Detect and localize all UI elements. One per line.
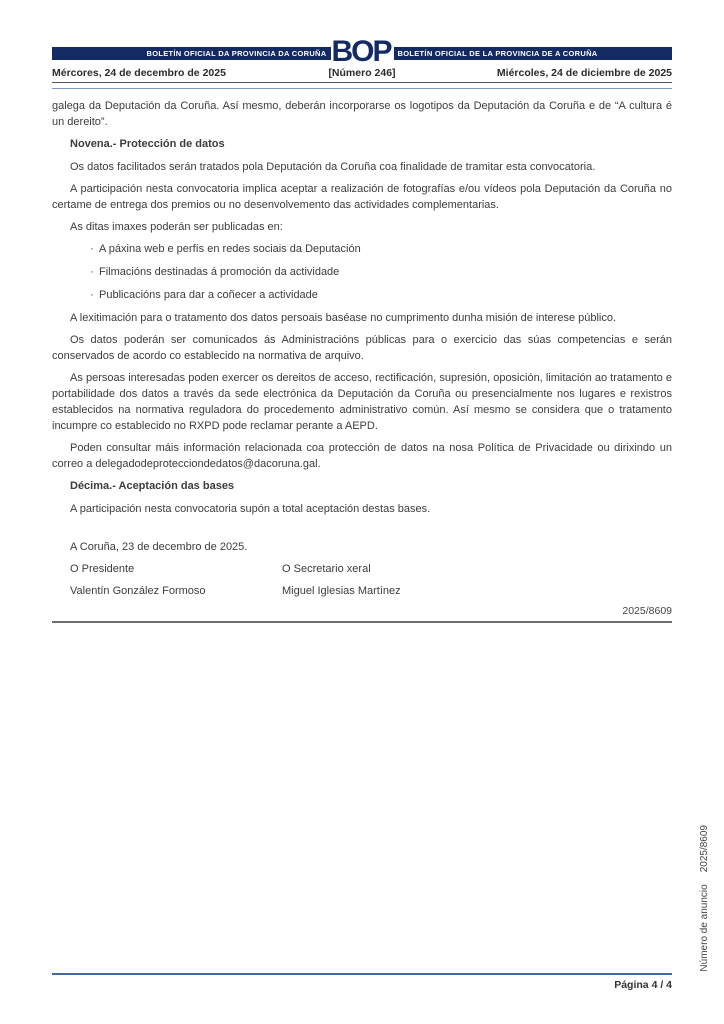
bullet-list: [52, 241, 672, 303]
paragraph-aceptacion: A participación nesta convocatoria supón a total aceptación destas bases.: [70, 503, 431, 515]
side-note-announcement-number: [699, 825, 710, 972]
signature-block: [52, 539, 672, 599]
bullet-icon: ·: [90, 266, 94, 278]
list-item: [52, 264, 672, 280]
side-note-label: Número de anuncio: [699, 884, 710, 972]
masthead-title-spanish: BOLETÍN OFICIAL DE LA PROVINCIA DE A CORUÑA: [397, 48, 598, 58]
list-item: [52, 287, 672, 303]
paragraph-imaxes-intro: As ditas imaxes poderán ser publicadas en:: [70, 221, 283, 233]
paragraph-participacion-implica: A participación nesta convocatoria implica aceptar a realización de fotografías e/ou vídeos pola Deputación da Coruña no certame de entrega dos premios ou no desenvolvemento das actividades complementarias.: [52, 183, 672, 211]
date-spanish: Miércoles, 24 de diciembre de 2025: [496, 67, 672, 79]
list-item: [52, 241, 672, 257]
bullet-icon: ·: [90, 289, 94, 301]
issue-number: [Número 246]: [328, 67, 396, 79]
paragraph-comunicados: Os datos poderán ser comunicados ás Administracións públicas para o exercicio das súas competencias e serán conservados de acordo co establecido na normativa de arquivo.: [52, 334, 672, 362]
header-rule: [52, 88, 672, 89]
signature-title-secretary: O Secretario xeral: [282, 563, 371, 575]
signature-name-secretary: Miguel Iglesias Martínez: [282, 585, 401, 597]
bop-logo: BOP: [331, 35, 391, 68]
masthead-title-galician: BOLETÍN OFICIAL DA PROVINCIA DA CORUÑA: [146, 48, 327, 58]
announcement-number: 2025/8609: [622, 605, 672, 617]
paragraph-lexitimacion: A lexitimación para o tratamento dos datos persoais baséase no cumprimento dunha misión de interese público.: [70, 312, 617, 324]
paragraph-dereitos: As persoas interesadas poden exercer os dereitos de acceso, rectificación, supresión, oposición, limitación ao tratamento e portabilidade dos datos a través da sede electrónica da Deputación da Coruña ou presencialmente nos lugares e rexistros establecidos na normativa reguladora do procedemento administrativo común. Así mesmo se considera que o tratamento incumpre co establecido no RXPD pode reclamar perante a AEPD.: [52, 372, 672, 432]
heading-novena: Novena.- Protección de datos: [70, 138, 225, 150]
masthead-bar-right: [394, 47, 673, 60]
signature-title-president: O Presidente: [70, 563, 135, 575]
bullet-icon: ·: [90, 243, 94, 255]
list-item-text: Filmacións destinadas á promoción da actividade: [99, 266, 340, 278]
side-note-number: 2025/8609: [699, 825, 710, 873]
list-item-text: A páxina web e perfís en redes sociais da Deputación: [99, 243, 361, 255]
document-body: [52, 98, 672, 623]
masthead: [52, 35, 672, 68]
heading-decima: Décima.- Aceptación das bases: [70, 480, 235, 492]
date-galician: Mércores, 24 de decembro de 2025: [52, 67, 226, 79]
page-indicator: Página 4 / 4: [614, 979, 672, 991]
place-date: A Coruña, 23 de decembro de 2025.: [70, 541, 248, 553]
paragraph-continuation: galega da Deputación da Coruña. Así mesmo, deberán incorporarse os logotipos da Deputación da Coruña e de “A cultura é un dereito”.: [52, 100, 672, 128]
signature-name-president: Valentín González Formoso: [70, 585, 206, 597]
end-of-announcement-rule: [52, 621, 672, 623]
list-item-text: Publicacións para dar a coñecer a actividade: [99, 289, 318, 301]
header: [52, 35, 672, 89]
paragraph-mais-informacion: Poden consultar máis información relacionada coa protección de datos na nosa Política de Privacidade ou dirixindo un correo a delegadodeprotecciondedatos@dacoruna.gal.: [52, 442, 672, 470]
dateline: [52, 64, 672, 83]
masthead-bar-left: [52, 47, 331, 60]
signature-titles-row: [52, 561, 672, 577]
footer: [52, 973, 672, 991]
paragraph-datos-facilitados: Os datos facilitados serán tratados pola Deputación da Coruña coa finalidade de tramitar esta convocatoria.: [70, 161, 596, 173]
signature-names-row: [52, 583, 672, 599]
